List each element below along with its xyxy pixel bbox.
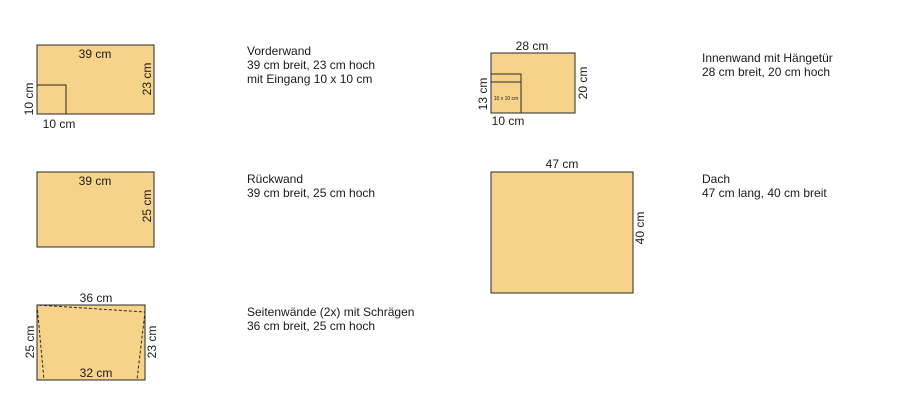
front-wall-door-cutout [37, 85, 66, 114]
inner-wall-panel [476, 39, 590, 128]
front-wall-width-label: 39 cm [78, 47, 112, 61]
back-wall-panel [37, 172, 154, 247]
inner-wall-title: Innenwand mit Hängetür [702, 51, 833, 65]
roof-height-label: 40 cm [633, 211, 647, 245]
side-walls-left-label: 25 cm [23, 325, 37, 359]
inner-wall-door-inner-label: 10 x 10 cm [493, 96, 519, 102]
front-wall-entrance-note: mit Eingang 10 x 10 cm [247, 72, 373, 86]
inner-wall-door-height-label: 13 cm [476, 77, 490, 111]
side-walls-bottom-label: 32 cm [79, 366, 113, 380]
inner-wall-dimensions: 28 cm breit, 20 cm hoch [702, 65, 831, 79]
roof-dimensions: 47 cm lang, 40 cm breit [702, 186, 827, 200]
side-walls-right-label: 23 cm [145, 325, 159, 359]
front-wall-description [247, 44, 375, 86]
side-walls-title: Seitenwände (2x) mit Schrägen [247, 305, 415, 319]
roof-panel [491, 157, 647, 293]
roof-width-label: 47 cm [545, 157, 579, 171]
front-wall-dimensions: 39 cm breit, 23 cm hoch [247, 58, 376, 72]
back-wall-description [247, 172, 375, 200]
roof-description [702, 172, 827, 200]
inner-wall-height-label: 20 cm [576, 66, 590, 100]
back-wall-dimensions: 39 cm breit, 25 cm hoch [247, 186, 376, 200]
side-walls-panel [23, 291, 159, 380]
front-wall-height-label: 23 cm [140, 62, 154, 96]
front-wall-door-height-label: 10 cm [22, 82, 36, 116]
front-wall-door-width-label: 10 cm [42, 117, 76, 131]
side-walls-description [247, 305, 414, 333]
side-walls-top-label: 36 cm [79, 291, 113, 305]
inner-wall-description [702, 51, 833, 79]
back-wall-title: Rückwand [247, 172, 304, 186]
roof-board [491, 172, 633, 293]
back-wall-height-label: 25 cm [140, 189, 154, 223]
inner-wall-width-label: 28 cm [515, 39, 549, 53]
front-wall-title: Vorderwand [247, 44, 312, 58]
roof-title: Dach [702, 172, 731, 186]
inner-wall-door-width-label: 10 cm [491, 114, 525, 128]
back-wall-width-label: 39 cm [78, 174, 112, 188]
side-walls-dimensions: 36 cm breit, 25 cm hoch [247, 319, 376, 333]
front-wall-panel [22, 45, 154, 131]
